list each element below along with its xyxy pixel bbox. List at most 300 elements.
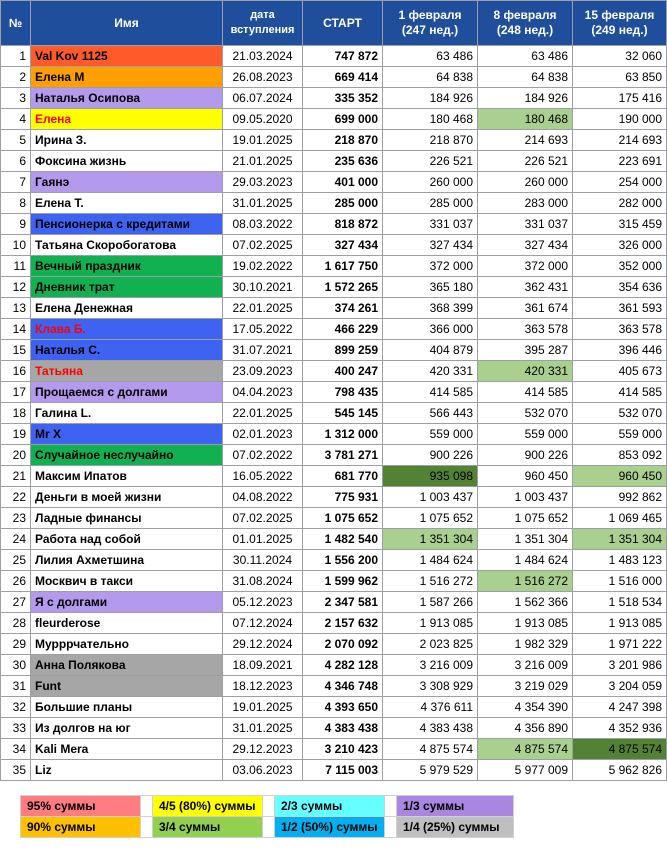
amount-week-248[interactable]: 5 977 009 xyxy=(478,760,573,781)
legend-spacer xyxy=(263,817,275,838)
start-amount[interactable]: 218 870 xyxy=(303,130,383,151)
start-amount[interactable]: 2 070 092 xyxy=(303,634,383,655)
amount-week-248[interactable]: 532 070 xyxy=(478,403,573,424)
amount-week-248[interactable]: 4 354 390 xyxy=(478,697,573,718)
amount-week-248[interactable]: 1 003 437 xyxy=(478,487,573,508)
join-date[interactable]: 19.01.2025 xyxy=(223,697,303,718)
participant-name[interactable]: Мурррчательно xyxy=(31,634,223,655)
row-number[interactable]: 8 xyxy=(1,193,31,214)
amount-week-249[interactable]: 3 204 059 xyxy=(573,676,667,697)
participant-name[interactable]: Елена Т. xyxy=(31,193,223,214)
legend-item: 95% суммы xyxy=(21,796,141,817)
amount-week-248[interactable]: 214 693 xyxy=(478,130,573,151)
row-number[interactable]: 17 xyxy=(1,382,31,403)
start-amount[interactable]: 2 347 581 xyxy=(303,592,383,613)
table-row xyxy=(1,214,667,235)
amount-week-247[interactable]: 226 521 xyxy=(383,151,478,172)
amount-week-249[interactable]: 4 352 936 xyxy=(573,718,667,739)
table-row xyxy=(1,193,667,214)
amount-week-249[interactable]: 853 092 xyxy=(573,445,667,466)
table-row xyxy=(1,382,667,403)
amount-week-249[interactable]: 315 459 xyxy=(573,214,667,235)
start-amount[interactable]: 327 434 xyxy=(303,235,383,256)
table-row xyxy=(1,88,667,109)
start-amount[interactable]: 798 435 xyxy=(303,382,383,403)
row-number[interactable]: 18 xyxy=(1,403,31,424)
amount-week-247[interactable]: 327 434 xyxy=(383,235,478,256)
participant-name[interactable]: Из долгов на юг xyxy=(31,718,223,739)
row-number[interactable]: 23 xyxy=(1,508,31,529)
join-date[interactable]: 08.03.2022 xyxy=(223,214,303,235)
participant-name[interactable]: Елена Денежная xyxy=(31,298,223,319)
join-date[interactable]: 31.07.2021 xyxy=(223,340,303,361)
participant-name[interactable]: Val Kov 1125 xyxy=(31,46,223,67)
amount-week-249[interactable]: 282 000 xyxy=(573,193,667,214)
amount-week-247[interactable]: 372 000 xyxy=(383,256,478,277)
participant-name[interactable]: Москвич в такси xyxy=(31,571,223,592)
amount-week-247[interactable]: 935 098 xyxy=(383,466,478,487)
amount-week-247[interactable]: 63 486 xyxy=(383,46,478,67)
amount-week-248[interactable]: 3 219 029 xyxy=(478,676,573,697)
start-amount[interactable]: 235 636 xyxy=(303,151,383,172)
join-date[interactable]: 07.02.2025 xyxy=(223,508,303,529)
table-row xyxy=(1,340,667,361)
join-date[interactable]: 07.02.2025 xyxy=(223,235,303,256)
participant-name[interactable]: Прощаемся с долгами xyxy=(31,382,223,403)
amount-week-248[interactable]: 900 226 xyxy=(478,445,573,466)
amount-week-248[interactable]: 361 674 xyxy=(478,298,573,319)
row-number[interactable]: 7 xyxy=(1,172,31,193)
amount-week-247[interactable]: 218 870 xyxy=(383,130,478,151)
join-date[interactable]: 02.01.2023 xyxy=(223,424,303,445)
join-date[interactable]: 04.08.2022 xyxy=(223,487,303,508)
amount-week-248[interactable]: 1 982 329 xyxy=(478,634,573,655)
amount-week-249[interactable]: 4 247 398 xyxy=(573,697,667,718)
amount-week-249[interactable]: 1 971 222 xyxy=(573,634,667,655)
amount-week-248[interactable]: 1 516 272 xyxy=(478,571,573,592)
row-number[interactable]: 15 xyxy=(1,340,31,361)
join-date[interactable]: 19.01.2025 xyxy=(223,130,303,151)
row-number[interactable]: 24 xyxy=(1,529,31,550)
legend-item: 4/5 (80%) суммы xyxy=(153,796,263,817)
amount-week-248[interactable]: 1 075 652 xyxy=(478,508,573,529)
participant-name[interactable]: Случайное неслучайно xyxy=(31,445,223,466)
start-amount[interactable]: 699 000 xyxy=(303,109,383,130)
amount-week-249[interactable]: 352 000 xyxy=(573,256,667,277)
amount-week-247[interactable]: 368 399 xyxy=(383,298,478,319)
table-row xyxy=(1,445,667,466)
participant-name[interactable]: Максим Ипатов xyxy=(31,466,223,487)
header-num[interactable]: № xyxy=(1,1,31,46)
amount-week-248[interactable]: 3 216 009 xyxy=(478,655,573,676)
row-number[interactable]: 19 xyxy=(1,424,31,445)
join-date[interactable]: 23.09.2023 xyxy=(223,361,303,382)
row-number[interactable]: 33 xyxy=(1,718,31,739)
join-date[interactable]: 21.01.2025 xyxy=(223,151,303,172)
amount-week-249[interactable]: 3 201 986 xyxy=(573,655,667,676)
participant-name[interactable]: Татьяна xyxy=(31,361,223,382)
amount-week-248[interactable]: 327 434 xyxy=(478,235,573,256)
amount-week-249[interactable]: 405 673 xyxy=(573,361,667,382)
amount-week-249[interactable]: 1 913 085 xyxy=(573,613,667,634)
table-row xyxy=(1,613,667,634)
participant-name[interactable]: Вечный праздник xyxy=(31,256,223,277)
start-amount[interactable]: 4 393 650 xyxy=(303,697,383,718)
amount-week-247[interactable]: 1 351 304 xyxy=(383,529,478,550)
amount-week-248[interactable]: 395 287 xyxy=(478,340,573,361)
join-date[interactable]: 09.05.2020 xyxy=(223,109,303,130)
table-row xyxy=(1,760,667,781)
participant-name[interactable]: fleurderose xyxy=(31,613,223,634)
row-number[interactable]: 31 xyxy=(1,676,31,697)
amount-week-247[interactable]: 2 023 825 xyxy=(383,634,478,655)
amount-week-247[interactable]: 420 331 xyxy=(383,361,478,382)
table-row xyxy=(1,256,667,277)
start-amount[interactable]: 899 259 xyxy=(303,340,383,361)
participant-name[interactable]: Наталья С. xyxy=(31,340,223,361)
row-number[interactable]: 20 xyxy=(1,445,31,466)
table-row xyxy=(1,571,667,592)
join-date[interactable]: 18.09.2021 xyxy=(223,655,303,676)
table-row xyxy=(1,130,667,151)
amount-week-248[interactable]: 420 331 xyxy=(478,361,573,382)
join-date[interactable]: 31.01.2025 xyxy=(223,193,303,214)
row-number[interactable]: 27 xyxy=(1,592,31,613)
amount-week-248[interactable]: 64 838 xyxy=(478,67,573,88)
legend-row xyxy=(21,817,514,838)
amount-week-247[interactable]: 414 585 xyxy=(383,382,478,403)
start-amount[interactable]: 1 572 265 xyxy=(303,277,383,298)
amount-week-249[interactable]: 396 446 xyxy=(573,340,667,361)
start-amount[interactable]: 818 872 xyxy=(303,214,383,235)
amount-week-248[interactable]: 184 926 xyxy=(478,88,573,109)
amount-week-248[interactable]: 331 037 xyxy=(478,214,573,235)
amount-week-248[interactable]: 559 000 xyxy=(478,424,573,445)
amount-week-247[interactable]: 1 516 272 xyxy=(383,571,478,592)
join-date[interactable]: 04.04.2023 xyxy=(223,382,303,403)
join-date[interactable]: 16.05.2022 xyxy=(223,466,303,487)
participant-name[interactable]: Funt xyxy=(31,676,223,697)
row-number[interactable]: 21 xyxy=(1,466,31,487)
participant-name[interactable]: Елена М xyxy=(31,67,223,88)
amount-week-247[interactable]: 180 468 xyxy=(383,109,478,130)
header-start[interactable]: СТАРТ xyxy=(303,1,383,46)
amount-week-247[interactable]: 331 037 xyxy=(383,214,478,235)
amount-week-249[interactable]: 326 000 xyxy=(573,235,667,256)
join-date[interactable]: 06.07.2024 xyxy=(223,88,303,109)
participant-name[interactable]: Дневник трат xyxy=(31,277,223,298)
amount-week-249[interactable]: 354 636 xyxy=(573,277,667,298)
table-row xyxy=(1,235,667,256)
participant-name[interactable]: Клава Б. xyxy=(31,319,223,340)
legend-item: 3/4 суммы xyxy=(153,817,263,838)
amount-week-249[interactable]: 992 862 xyxy=(573,487,667,508)
table-row xyxy=(1,655,667,676)
amount-week-249[interactable]: 559 000 xyxy=(573,424,667,445)
row-number[interactable]: 29 xyxy=(1,634,31,655)
amount-week-248[interactable]: 363 578 xyxy=(478,319,573,340)
amount-week-247[interactable]: 285 000 xyxy=(383,193,478,214)
start-amount[interactable]: 335 352 xyxy=(303,88,383,109)
join-date[interactable]: 26.08.2023 xyxy=(223,67,303,88)
color-legend xyxy=(20,795,513,838)
row-number[interactable]: 16 xyxy=(1,361,31,382)
amount-week-247[interactable]: 4 875 574 xyxy=(383,739,478,760)
row-number[interactable]: 9 xyxy=(1,214,31,235)
start-amount[interactable]: 3 781 271 xyxy=(303,445,383,466)
join-date[interactable]: 05.12.2023 xyxy=(223,592,303,613)
table-row xyxy=(1,634,667,655)
table-row xyxy=(1,508,667,529)
table-row xyxy=(1,676,667,697)
row-number[interactable]: 26 xyxy=(1,571,31,592)
row-number[interactable]: 14 xyxy=(1,319,31,340)
amount-week-249[interactable]: 1 351 304 xyxy=(573,529,667,550)
amount-week-247[interactable]: 1 913 085 xyxy=(383,613,478,634)
amount-week-248[interactable]: 63 486 xyxy=(478,46,573,67)
table-row xyxy=(1,46,667,67)
amount-week-249[interactable]: 254 000 xyxy=(573,172,667,193)
legend-item: 1/3 суммы xyxy=(397,796,514,817)
start-amount[interactable]: 1 556 200 xyxy=(303,550,383,571)
row-number[interactable]: 13 xyxy=(1,298,31,319)
table-row xyxy=(1,550,667,571)
amount-week-249[interactable]: 363 578 xyxy=(573,319,667,340)
header-week-248[interactable]: 8 февраля (248 нед.) xyxy=(478,1,573,46)
table-row xyxy=(1,697,667,718)
amount-week-247[interactable]: 1 484 624 xyxy=(383,550,478,571)
row-number[interactable]: 32 xyxy=(1,697,31,718)
start-amount[interactable]: 2 157 632 xyxy=(303,613,383,634)
participant-name[interactable]: Анна Полякова xyxy=(31,655,223,676)
amount-week-248[interactable]: 414 585 xyxy=(478,382,573,403)
row-number[interactable]: 30 xyxy=(1,655,31,676)
row-number[interactable]: 12 xyxy=(1,277,31,298)
start-amount[interactable]: 1 599 962 xyxy=(303,571,383,592)
legend-spacer xyxy=(141,817,153,838)
participant-name[interactable]: Mr X xyxy=(31,424,223,445)
amount-week-247[interactable]: 260 000 xyxy=(383,172,478,193)
amount-week-248[interactable]: 1 562 366 xyxy=(478,592,573,613)
start-amount[interactable]: 3 210 423 xyxy=(303,739,383,760)
participant-name[interactable]: Татьяна Скоробогатова xyxy=(31,235,223,256)
amount-week-249[interactable]: 4 875 574 xyxy=(573,739,667,760)
participant-name[interactable]: Ладные финансы xyxy=(31,508,223,529)
join-date[interactable]: 22.01.2025 xyxy=(223,298,303,319)
amount-week-247[interactable]: 1 587 266 xyxy=(383,592,478,613)
amount-week-247[interactable]: 1 003 437 xyxy=(383,487,478,508)
start-amount[interactable]: 7 115 003 xyxy=(303,760,383,781)
join-date[interactable]: 29.12.2023 xyxy=(223,739,303,760)
join-date[interactable]: 03.06.2023 xyxy=(223,760,303,781)
table-row xyxy=(1,592,667,613)
legend-item: 1/2 (50%) суммы xyxy=(275,817,385,838)
start-amount[interactable]: 1 075 652 xyxy=(303,508,383,529)
table-row xyxy=(1,298,667,319)
legend-item: 1/4 (25%) суммы xyxy=(397,817,514,838)
table-row xyxy=(1,319,667,340)
table-row xyxy=(1,277,667,298)
amount-week-249[interactable]: 32 060 xyxy=(573,46,667,67)
start-amount[interactable]: 466 229 xyxy=(303,319,383,340)
participant-name[interactable]: Большие планы xyxy=(31,697,223,718)
amount-week-247[interactable]: 566 443 xyxy=(383,403,478,424)
legend-row xyxy=(21,796,514,817)
participant-name[interactable]: Kali Mera xyxy=(31,739,223,760)
row-number[interactable]: 5 xyxy=(1,130,31,151)
amount-week-248[interactable]: 960 450 xyxy=(478,466,573,487)
table-row xyxy=(1,151,667,172)
legend-spacer xyxy=(385,817,397,838)
table-row xyxy=(1,424,667,445)
participant-name[interactable]: Ирина З. xyxy=(31,130,223,151)
table-row xyxy=(1,361,667,382)
amount-week-247[interactable]: 184 926 xyxy=(383,88,478,109)
start-amount[interactable]: 4 346 748 xyxy=(303,676,383,697)
amount-week-248[interactable]: 1 484 624 xyxy=(478,550,573,571)
amount-week-247[interactable]: 64 838 xyxy=(383,67,478,88)
amount-week-247[interactable]: 3 308 929 xyxy=(383,676,478,697)
header-name[interactable]: Имя xyxy=(31,1,223,46)
amount-week-248[interactable]: 1 913 085 xyxy=(478,613,573,634)
start-amount[interactable]: 4 383 438 xyxy=(303,718,383,739)
table-row xyxy=(1,487,667,508)
legend-item: 90% суммы xyxy=(21,817,141,838)
row-number[interactable]: 3 xyxy=(1,88,31,109)
start-amount[interactable]: 401 000 xyxy=(303,172,383,193)
row-number[interactable]: 1 xyxy=(1,46,31,67)
amount-week-249[interactable]: 214 693 xyxy=(573,130,667,151)
join-date[interactable]: 31.08.2024 xyxy=(223,571,303,592)
table-row xyxy=(1,466,667,487)
amount-week-249[interactable]: 223 691 xyxy=(573,151,667,172)
amount-week-247[interactable]: 1 075 652 xyxy=(383,508,478,529)
start-amount[interactable]: 747 872 xyxy=(303,46,383,67)
amount-week-247[interactable]: 4 376 611 xyxy=(383,697,478,718)
join-date[interactable]: 29.03.2023 xyxy=(223,172,303,193)
row-number[interactable]: 6 xyxy=(1,151,31,172)
start-amount[interactable]: 545 145 xyxy=(303,403,383,424)
start-amount[interactable]: 1 617 750 xyxy=(303,256,383,277)
row-number[interactable]: 2 xyxy=(1,67,31,88)
amount-week-249[interactable]: 5 962 826 xyxy=(573,760,667,781)
participant-name[interactable]: Елена xyxy=(31,109,223,130)
table-row xyxy=(1,739,667,760)
legend-spacer xyxy=(263,796,275,817)
participant-name[interactable]: Работа над собой xyxy=(31,529,223,550)
row-number[interactable]: 28 xyxy=(1,613,31,634)
join-date[interactable]: 30.11.2024 xyxy=(223,550,303,571)
start-amount[interactable]: 374 261 xyxy=(303,298,383,319)
amount-week-249[interactable]: 63 850 xyxy=(573,67,667,88)
participant-name[interactable]: Пенсионерка с кредитами xyxy=(31,214,223,235)
join-date[interactable]: 31.01.2025 xyxy=(223,718,303,739)
amount-week-247[interactable]: 559 000 xyxy=(383,424,478,445)
amount-week-248[interactable]: 4 875 574 xyxy=(478,739,573,760)
join-date[interactable]: 07.12.2024 xyxy=(223,613,303,634)
participant-name[interactable]: Деньги в моей жизни xyxy=(31,487,223,508)
start-amount[interactable]: 1 482 540 xyxy=(303,529,383,550)
start-amount[interactable]: 775 931 xyxy=(303,487,383,508)
start-amount[interactable]: 1 312 000 xyxy=(303,424,383,445)
row-number[interactable]: 34 xyxy=(1,739,31,760)
amount-week-249[interactable]: 190 000 xyxy=(573,109,667,130)
amount-week-247[interactable]: 4 383 438 xyxy=(383,718,478,739)
row-number[interactable]: 10 xyxy=(1,235,31,256)
join-date[interactable]: 22.01.2025 xyxy=(223,403,303,424)
participant-name[interactable]: Лилия Ахметшина xyxy=(31,550,223,571)
table-row xyxy=(1,67,667,88)
join-date[interactable]: 29.12.2024 xyxy=(223,634,303,655)
amount-week-249[interactable]: 960 450 xyxy=(573,466,667,487)
join-date[interactable]: 19.02.2022 xyxy=(223,256,303,277)
row-number[interactable]: 4 xyxy=(1,109,31,130)
row-number[interactable]: 35 xyxy=(1,760,31,781)
amount-week-249[interactable]: 1 518 534 xyxy=(573,592,667,613)
join-date[interactable]: 21.03.2024 xyxy=(223,46,303,67)
amount-week-248[interactable]: 362 431 xyxy=(478,277,573,298)
amount-week-249[interactable]: 532 070 xyxy=(573,403,667,424)
table-row xyxy=(1,718,667,739)
amount-week-249[interactable]: 1 069 465 xyxy=(573,508,667,529)
amount-week-247[interactable]: 366 000 xyxy=(383,319,478,340)
amount-week-248[interactable]: 372 000 xyxy=(478,256,573,277)
amount-week-249[interactable]: 1 516 000 xyxy=(573,571,667,592)
participant-name[interactable]: Liz xyxy=(31,760,223,781)
amount-week-249[interactable]: 361 593 xyxy=(573,298,667,319)
amount-week-249[interactable]: 414 585 xyxy=(573,382,667,403)
start-amount[interactable]: 400 247 xyxy=(303,361,383,382)
amount-week-247[interactable]: 5 979 529 xyxy=(383,760,478,781)
header-week-247[interactable]: 1 февраля (247 нед.) xyxy=(383,1,478,46)
row-number[interactable]: 25 xyxy=(1,550,31,571)
table-row xyxy=(1,529,667,550)
start-amount[interactable]: 669 414 xyxy=(303,67,383,88)
amount-week-249[interactable]: 1 483 123 xyxy=(573,550,667,571)
amount-week-248[interactable]: 283 000 xyxy=(478,193,573,214)
join-date[interactable]: 07.02.2022 xyxy=(223,445,303,466)
amount-week-249[interactable]: 175 416 xyxy=(573,88,667,109)
participant-name[interactable]: Я с долгами xyxy=(31,592,223,613)
header-week-249[interactable]: 15 февраля (249 нед.) xyxy=(573,1,667,46)
participant-name[interactable]: Гаянэ xyxy=(31,172,223,193)
amount-week-248[interactable]: 226 521 xyxy=(478,151,573,172)
join-date[interactable]: 30.10.2021 xyxy=(223,277,303,298)
legend-item: 2/3 суммы xyxy=(275,796,385,817)
participant-name[interactable]: Фоксина жизнь xyxy=(31,151,223,172)
participant-name[interactable]: Наталья Осипова xyxy=(31,88,223,109)
start-amount[interactable]: 4 282 128 xyxy=(303,655,383,676)
header-join-date[interactable]: дата вступления xyxy=(223,1,303,46)
amount-week-247[interactable]: 3 216 009 xyxy=(383,655,478,676)
amount-week-247[interactable]: 900 226 xyxy=(383,445,478,466)
start-amount[interactable]: 285 000 xyxy=(303,193,383,214)
amount-week-247[interactable]: 404 879 xyxy=(383,340,478,361)
start-amount[interactable]: 681 770 xyxy=(303,466,383,487)
participant-name[interactable]: Галина L. xyxy=(31,403,223,424)
amount-week-248[interactable]: 1 351 304 xyxy=(478,529,573,550)
amount-week-248[interactable]: 4 356 890 xyxy=(478,718,573,739)
amount-week-247[interactable]: 365 180 xyxy=(383,277,478,298)
join-date[interactable]: 18.12.2023 xyxy=(223,676,303,697)
join-date[interactable]: 01.01.2025 xyxy=(223,529,303,550)
join-date[interactable]: 17.05.2022 xyxy=(223,319,303,340)
row-number[interactable]: 22 xyxy=(1,487,31,508)
amount-week-248[interactable]: 260 000 xyxy=(478,172,573,193)
row-number[interactable]: 11 xyxy=(1,256,31,277)
amount-week-248[interactable]: 180 468 xyxy=(478,109,573,130)
legend-spacer xyxy=(385,796,397,817)
